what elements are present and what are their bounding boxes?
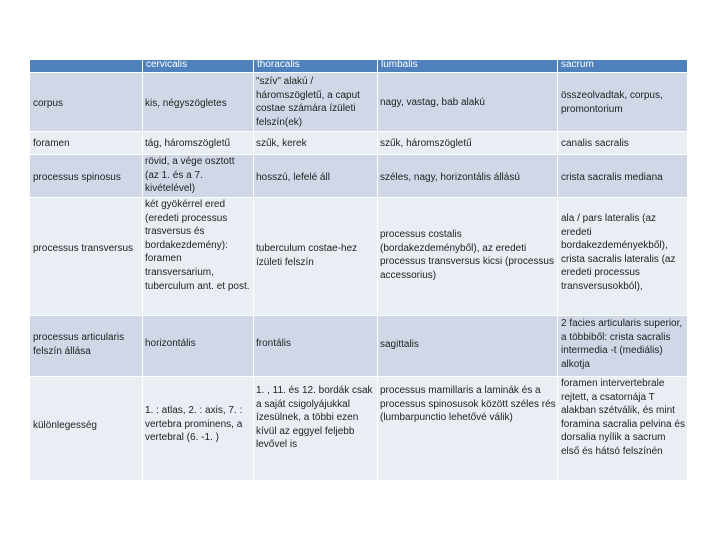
cell-transversus-sacrum: ala / pars lateralis (az eredeti bordakezdeményekből), crista sacralis lateralis (az eredeti processus transversusokból), (561, 213, 676, 292)
cell-kulonlegesseg-lumbalis: processus mamillaris a laminák és a processus spinosusok között széles rés (lumbarpunctio lehetővé válik) (380, 385, 556, 424)
row-label-kulonlegesseg: különlegesség (33, 420, 97, 431)
cell-spinosus-thoracalis: hosszú, lefelé áll (256, 172, 330, 183)
cell-transversus-thoracalis: tuberculum costae-hez ízületi felszín (256, 243, 358, 268)
cell-kulonlegesseg-sacrum: foramen intervertebrale rejtett, a csatornája T alakban szétválik, és mint foramina sacralia pelvina és dorsalia nyílik a sacrum első és hátsó felszínén (561, 378, 685, 457)
cell-foramen-sacrum: canalis sacralis (561, 138, 629, 149)
header-label-cervicalis: cervicalis (146, 59, 188, 70)
cell-foramen-thoracalis: szűk, kerek (256, 138, 307, 149)
cell-articularis-thoracalis: frontális (256, 338, 292, 349)
cell-kulonlegesseg-thoracalis: 1. , 11. és 12. bordák csak a saját csigolyájukkal ízesülnek, a többi ezen kívül az eggyel feljebb levővel is (256, 385, 373, 451)
cell-articularis-cervicalis: horizontális (145, 338, 196, 349)
cell-articularis-lumbalis: sagittalis (380, 339, 419, 350)
header-label-lumbalis: lumbalis (381, 59, 418, 70)
cell-transversus-cervicalis: két gyökérrel ered (eredeti processus trasversus és bordakezdemény): foramen transversarium, tuberculum ant. et post. (145, 199, 250, 292)
cell-corpus-lumbalis: nagy, vastag, bab alakú (380, 97, 485, 108)
cell-spinosus-sacrum: crista sacralis mediana (561, 172, 663, 183)
row-label-foramen: foramen (33, 138, 70, 149)
header-cell-thoracalis (254, 60, 377, 72)
cell-corpus-sacrum: összeolvadtak, corpus, promontorium (561, 90, 663, 115)
cell-corpus-thoracalis: "szív" alakú / háromszögletű, a caput costae számára ízületi felszín(ek) (256, 76, 360, 128)
header-label-thoracalis: thoracalis (257, 59, 300, 70)
cell-corpus-cervicalis: kis, négyszögletes (145, 98, 227, 109)
cell-transversus-lumbalis: processus costalis (bordakezdeményből), az eredeti processus transversus kicsi (processus accessorius) (380, 229, 554, 281)
cell-articularis-sacrum: 2 facies articularis superior, a többiből: crista sacralis intermedia -t (mediális) alkotja (561, 318, 683, 370)
header-cell-empty (30, 60, 142, 72)
row-label-corpus: corpus (33, 98, 64, 109)
cell-kulonlegesseg-cervicalis: 1. : atlas, 2. : axis, 7. : vertebra prominens, a vertebral (6. -1. ) (145, 405, 243, 444)
row-label-processus-spinosus: processus spinosus (33, 172, 121, 183)
cell-foramen-cervicalis: tág, háromszögletű (145, 138, 231, 149)
header-label-sacrum: sacrum (561, 59, 594, 70)
cell-spinosus-lumbalis: széles, nagy, horizontális állású (380, 172, 520, 183)
cell-foramen-lumbalis: szűk, háromszögletű (380, 138, 472, 149)
row-label-processus-articularis: processus articularis felszín állása (33, 332, 125, 357)
cell-spinosus-cervicalis: rövid, a vége osztott (az 1. és a 7. kivételével) (145, 156, 235, 195)
header-cell-sacrum (558, 60, 687, 72)
column-divider (142, 60, 143, 480)
header-cell-lumbalis (378, 60, 557, 72)
row-label-processus-transversus: processus transversus (33, 243, 134, 254)
header-cell-cervicalis (143, 60, 253, 72)
